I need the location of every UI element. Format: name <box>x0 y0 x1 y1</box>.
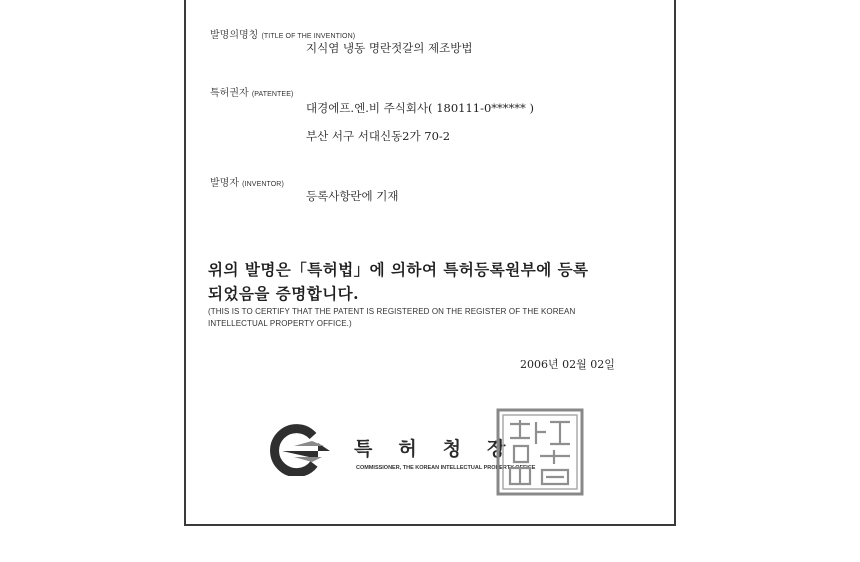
inventor-label-ko: 발명자 <box>210 178 239 189</box>
office-name-korean: 특허청장 <box>354 438 532 460</box>
official-seal-icon <box>496 408 584 496</box>
certification-text-line-2: 되었음을 증명합니다. <box>208 284 360 303</box>
invention-title-label-en: (TITLE OF THE INVENTION) <box>261 33 356 40</box>
invention-title-label-ko: 발명의명칭 <box>210 30 259 41</box>
patentee-label-en: (PATENTEE) <box>251 91 294 98</box>
patent-certificate <box>184 0 676 526</box>
certification-text-line-1: 위의 발명은「특허법」에 의하여 특허등록원부에 등록 <box>208 260 589 279</box>
inventor-label <box>210 174 284 189</box>
kipo-logo-icon <box>268 424 330 476</box>
patentee-label <box>210 84 293 99</box>
patentee-name: 대경에프.엔.비 주식회사( 180111-0****** ) <box>306 101 534 115</box>
inventor-label-en: (INVENTOR) <box>242 181 284 188</box>
invention-title-label <box>210 26 355 41</box>
certification-english-line-1: (THIS IS TO CERTIFY THAT THE PATENT IS REGISTERED ON THE REGISTER OF THE KOREAN <box>208 307 576 316</box>
certification-english-line-2: INTELLECTUAL PROPERTY OFFICE.) <box>208 319 352 328</box>
patentee-label-ko: 특허권자 <box>210 88 249 99</box>
inventor-value: 등록사항란에 기재 <box>306 189 399 203</box>
patentee-address: 부산 서구 서대신동2가 70-2 <box>306 129 451 143</box>
issue-date: 2006년 02월 02일 <box>520 358 615 371</box>
office-name-english: COMMISSIONER, THE KOREAN INTELLECTUAL PROPERTY OFFICE <box>356 465 536 471</box>
invention-title-value: 지식염 냉동 명란젓갈의 제조방법 <box>306 41 473 55</box>
